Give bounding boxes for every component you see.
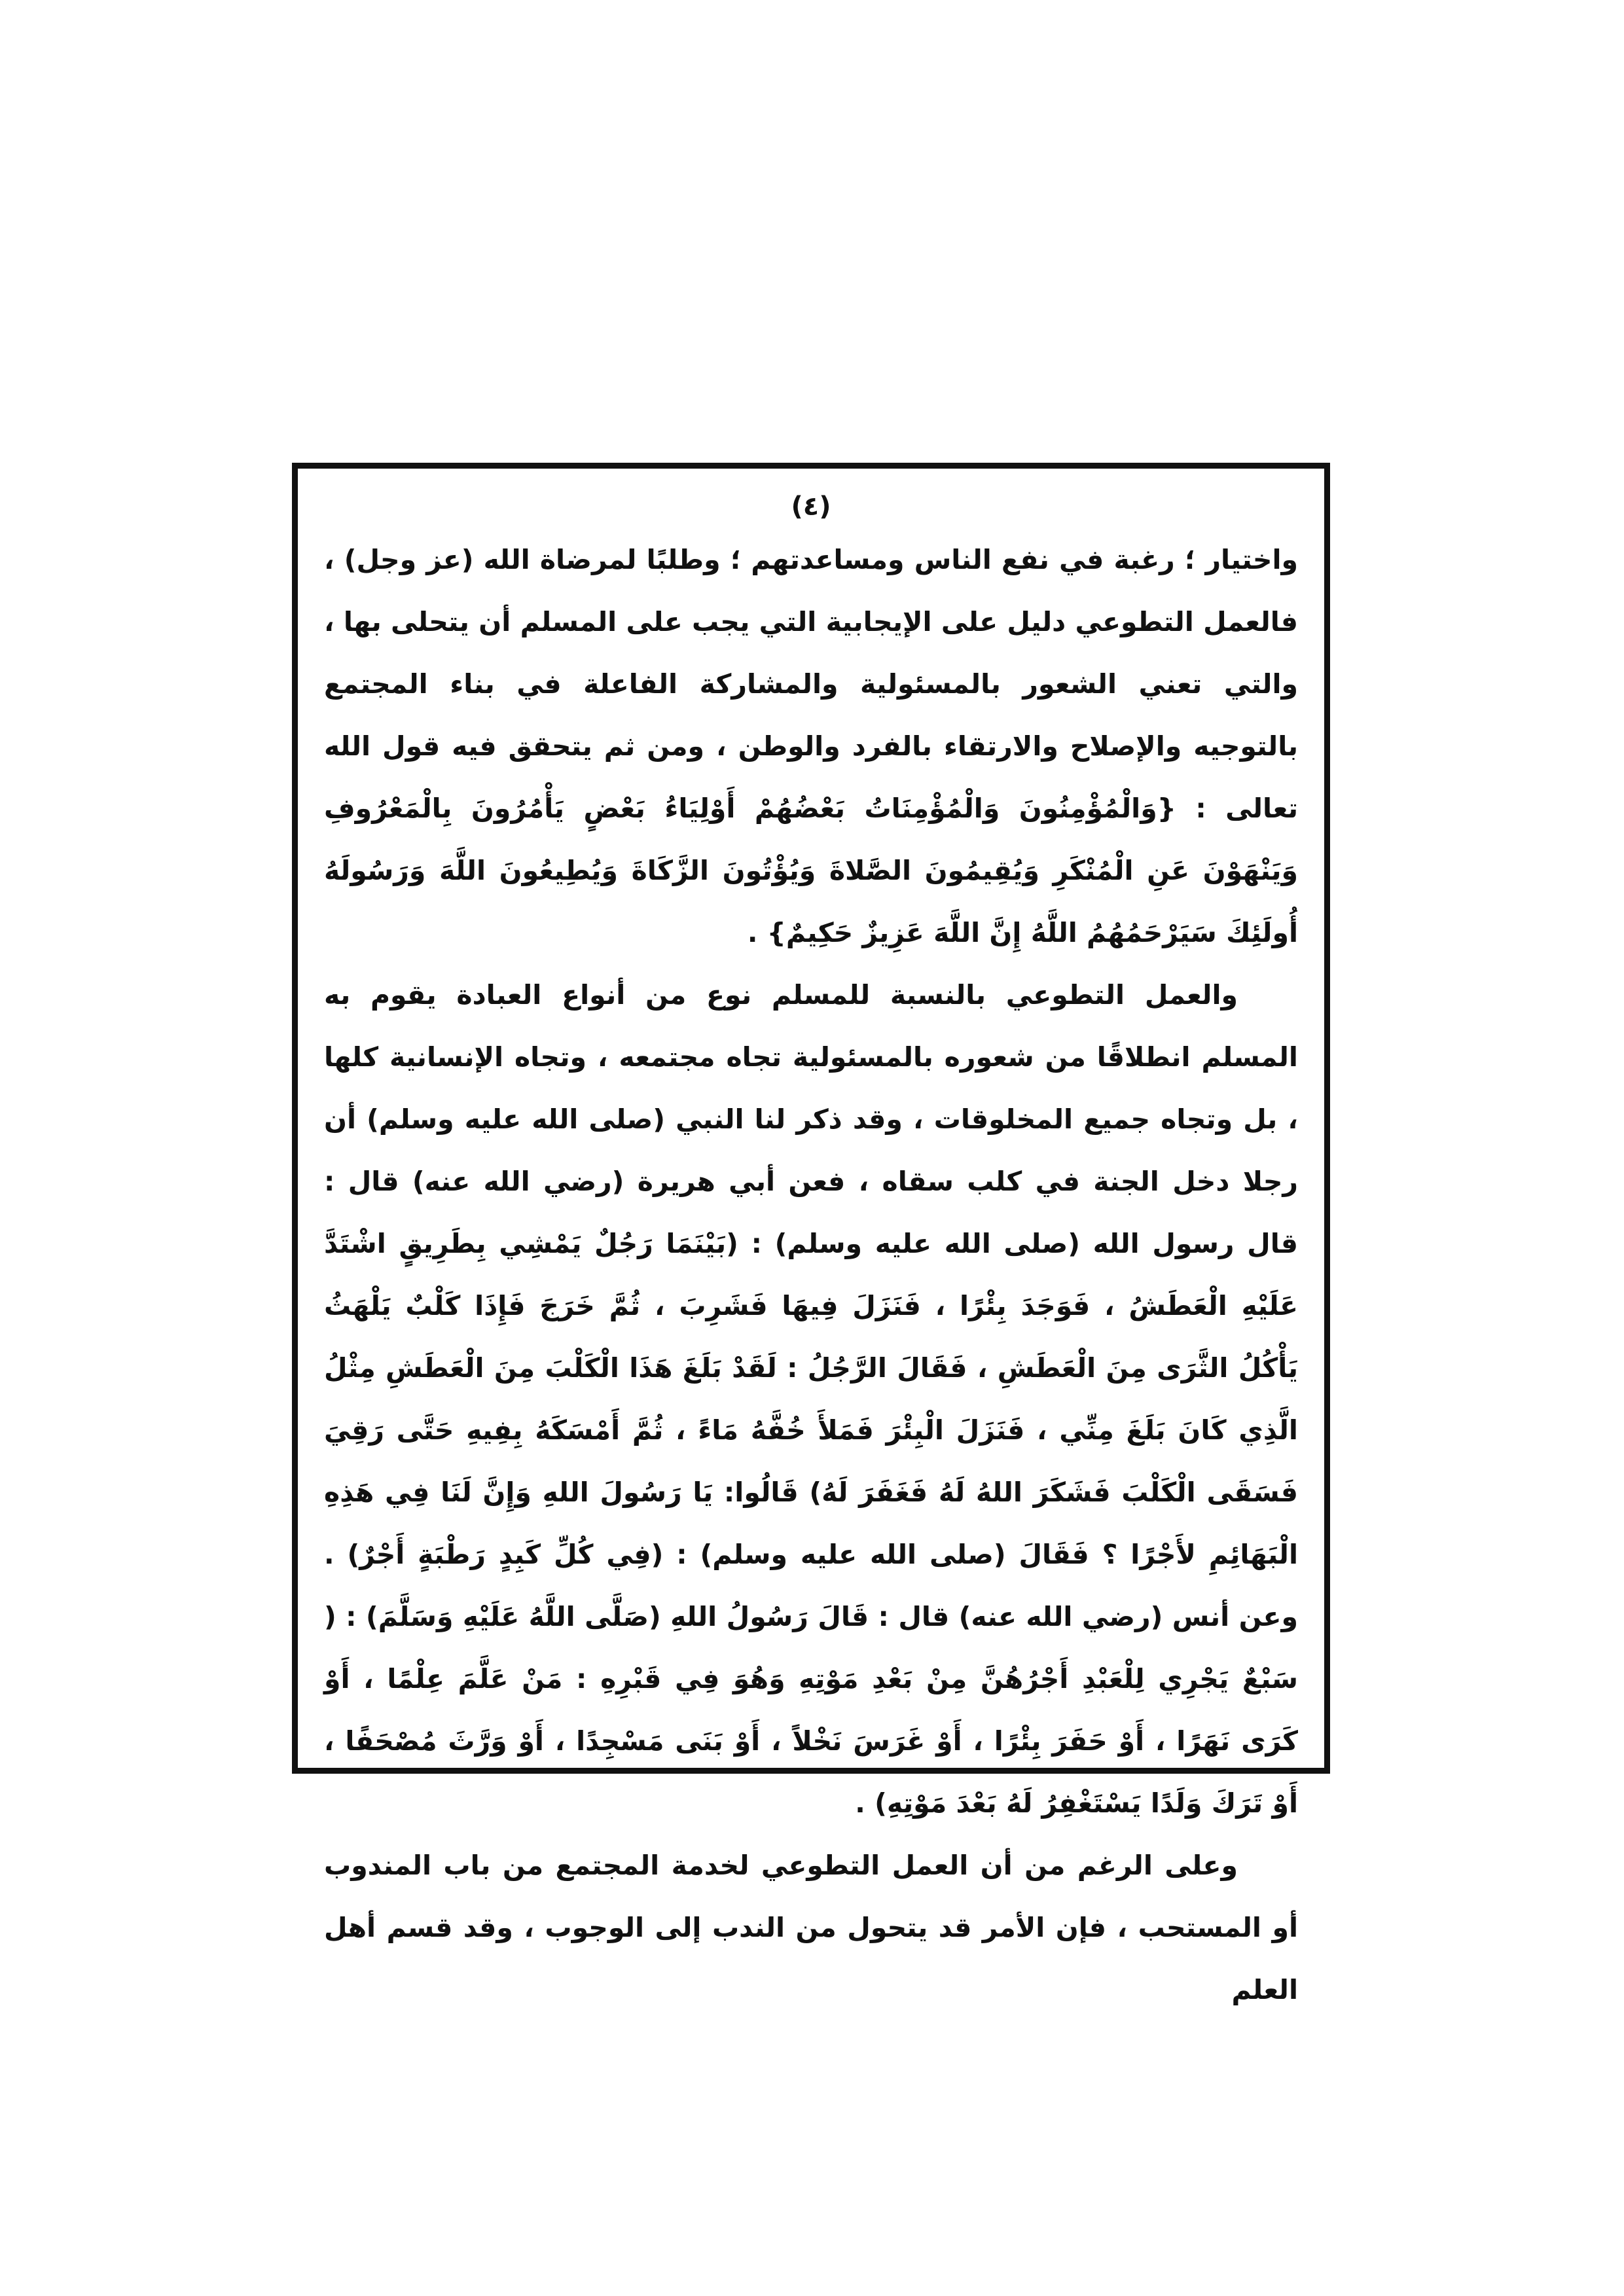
page-frame [292, 463, 1330, 2005]
body-text [324, 529, 1298, 2021]
page-number: (٤) [791, 492, 831, 522]
paragraph-1: واختيار ؛ رغبة في نفع الناس ومساعدتهم ؛ وطلبًا لمرضاة الله (عز وجل) ، فالعمل التطوعي دليل على الإيجابية التي يجب على المسلم أن يتحلى بها ، والتي تعني الشعور بالمسئولية والمشاركة الفاعلة في بناء المجتمع بالتوجيه والإصلاح والارتقاء بالفرد والوطن ، ومن ثم يتحقق فيه قول الله تعالى : {وَالْمُؤْمِنُونَ وَالْمُؤْمِنَاتُ بَعْضُهُمْ أَوْلِيَاءُ بَعْضٍ يَأْمُرُونَ بِالْمَعْرُوفِ وَيَنْهَوْنَ عَنِ الْمُنْكَرِ وَيُقِيمُونَ الصَّلاةَ وَيُؤْتُونَ الزَّكَاةَ وَيُطِيعُونَ اللَّهَ وَرَسُولَهُ أُولَئِكَ سَيَرْحَمُهُمُ اللَّهُ إِنَّ اللَّهَ عَزِيزٌ حَكِيمٌ} . [324, 544, 1298, 948]
paragraph-3: وعلى الرغم من أن العمل التطوعي لخدمة المجتمع من باب المندوب أو المستحب ، فإن الأمر قد يتحول من الندب إلى الوجوب ، وقد قسم أهل العلم [324, 1850, 1298, 2005]
paragraph-2: والعمل التطوعي بالنسبة للمسلم نوع من أنواع العبادة يقوم به المسلم انطلاقًا من شعوره بالمسئولية تجاه مجتمعه ، وتجاه الإنسانية كلها ، بل وتجاه جميع المخلوقات ، وقد ذكر لنا النبي (صلى الله عليه وسلم) أن رجلا دخل الجنة في كلب سقاه ، فعن أبي هريرة (رضي الله عنه) قال : قال رسول الله (صلى الله عليه وسلم) : (بَيْنَمَا رَجُلٌ يَمْشِي بِطَرِيقٍ اشْتَدَّ عَلَيْهِ الْعَطَشُ ، فَوَجَدَ بِئْرًا ، فَنَزَلَ فِيهَا فَشَرِبَ ، ثُمَّ خَرَجَ فَإِذَا كَلْبٌ يَلْهَثُ يَأْكُلُ الثَّرَى مِنَ الْعَطَشِ ، فَقَالَ الرَّجُلُ : لَقَدْ بَلَغَ هَذَا الْكَلْبَ مِنَ الْعَطَشِ مِثْلُ الَّذِي كَانَ بَلَغَ مِنِّي ، فَنَزَلَ الْبِئْرَ فَمَلأَ خُفَّهُ مَاءً ، ثُمَّ أَمْسَكَهُ بِفِيهِ حَتَّى رَقِيَ فَسَقَى الْكَلْبَ فَشَكَرَ اللهُ لَهُ فَغَفَرَ لَهُ) قَالُوا: يَا رَسُولَ اللهِ وَإِنَّ لَنَا فِي هَذِهِ الْبَهَائِمِ لأَجْرًا ؟ فَقَالَ (صلى الله عليه وسلم) : (فِي كُلِّ كَبِدٍ رَطْبَةٍ أَجْرٌ) . وعن أنس (رضي الله عنه) قال : قَالَ رَسُولُ اللهِ (صَلَّى اللَّهُ عَلَيْهِ وَسَلَّمَ) : ( سَبْعٌ يَجْرِي لِلْعَبْدِ أَجْرُهُنَّ مِنْ بَعْدِ مَوْتِهِ وَهُوَ فِي قَبْرِهِ : مَنْ عَلَّمَ عِلْمًا ، أَوْ كَرَى نَهَرًا ، أَوْ حَفَرَ بِئْرًا ، أَوْ غَرَسَ نَخْلاً ، أَوْ بَنَى مَسْجِدًا ، أَوْ وَرَّثَ مُصْحَفًا ، أَوْ تَرَكَ وَلَدًا يَسْتَغْفِرُ لَهُ بَعْدَ مَوْتِهِ) . [324, 979, 1298, 1819]
